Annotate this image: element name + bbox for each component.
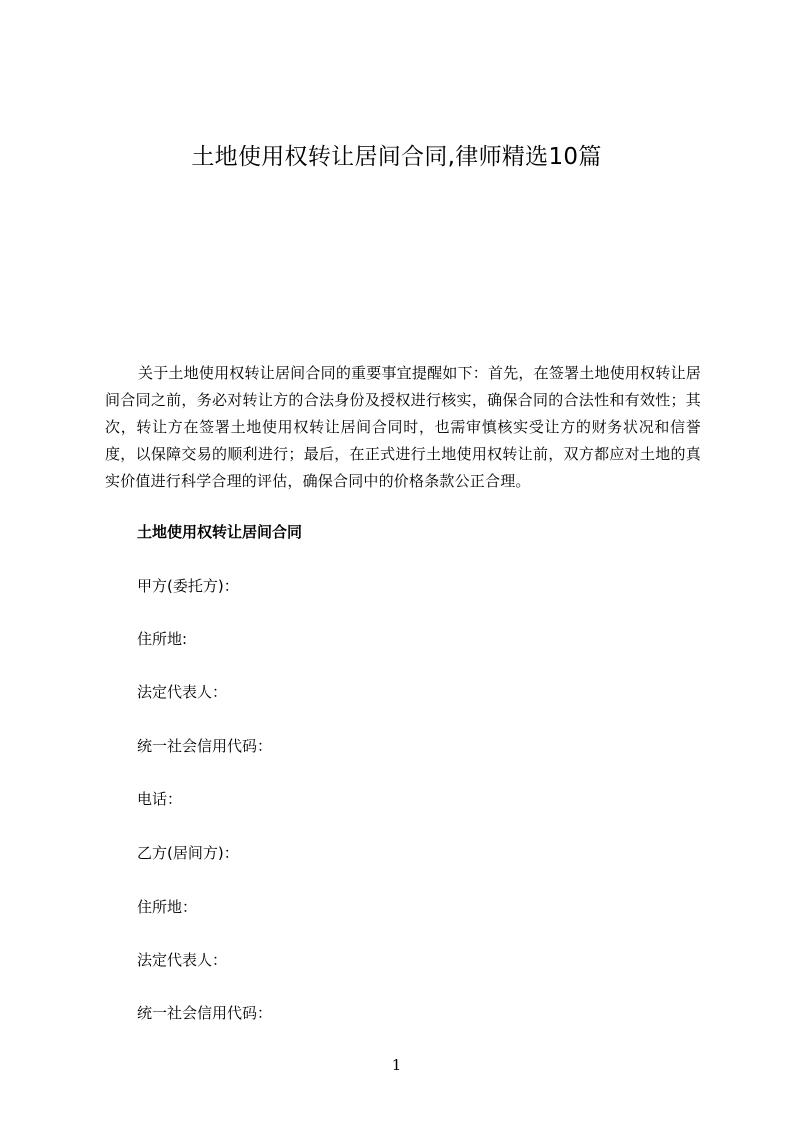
contract-heading: 土地使用权转让居间合同 <box>137 523 303 541</box>
party-b-label: 乙方(居间方)： <box>137 844 239 862</box>
intro-paragraph: 关于土地使用权转让居间合同的重要事宜提醒如下：首先，在签署土地使用权转让居间合同之前，务必对转让方的合法身份及授权进行核实，确保合同的合法性和有效性；其次，转让方在签署土地使用权转让居间合同时，也需审慎核实受让方的财务状况和信誉度，以保障交易的顺利进行；最后，在正式进行土地使用权转让前，双方都应对土地的真实价值进行科学合理的评估，确保合同中的价格条款公正合理。 <box>105 364 701 490</box>
party-a-representative-label: 法定代表人： <box>137 683 228 701</box>
page-number: 1 <box>391 1056 402 1074</box>
party-b-representative-label: 法定代表人： <box>137 951 228 969</box>
party-b-address-label: 住所地： <box>137 898 198 916</box>
party-b-credit-code-label: 统一社会信用代码： <box>137 1004 273 1022</box>
party-a-label: 甲方(委托方)： <box>137 577 239 595</box>
party-a-address-label: 住所地: <box>137 630 188 648</box>
party-a-credit-code-label: 统一社会信用代码： <box>137 737 273 755</box>
party-a-phone-label: 电话： <box>137 790 183 808</box>
document-title: 土地使用权转让居间合同,律师精选10篇 <box>191 144 602 170</box>
